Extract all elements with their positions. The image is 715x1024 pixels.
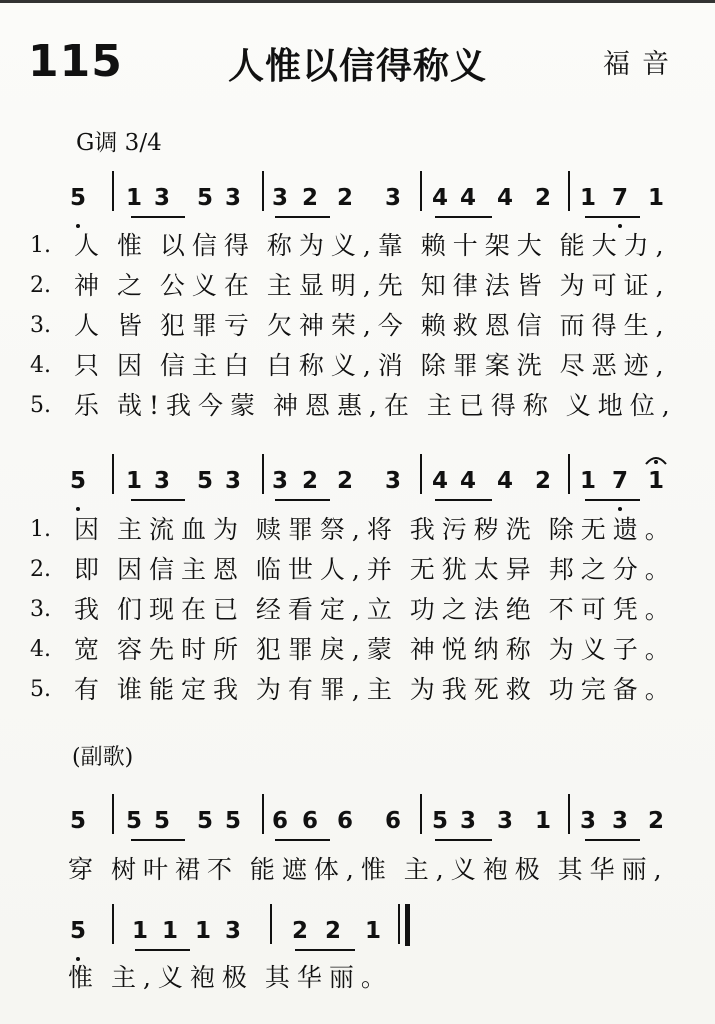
note: 1: [161, 918, 178, 944]
note: 1: [364, 918, 381, 944]
note: 6: [301, 808, 318, 834]
note: 1: [647, 185, 664, 211]
note: 2: [647, 808, 664, 834]
barline: [112, 171, 114, 211]
note: 2: [291, 918, 308, 944]
barline: [262, 454, 264, 494]
barline: [112, 454, 114, 494]
note: 2: [301, 185, 318, 211]
beam: [585, 216, 640, 218]
note: 1: [125, 185, 142, 211]
note: 3: [384, 185, 401, 211]
verse-number: 2.: [30, 273, 51, 298]
verse-number: 2.: [30, 557, 51, 582]
note: 3: [224, 918, 241, 944]
note: 3: [496, 808, 513, 834]
lyric-text: 惟 主,义袍极 其华丽。: [68, 963, 393, 992]
note: 1: [647, 468, 664, 494]
lyric-text: 宽 容先时所 犯罪戾,蒙 神悦纳称 为义子。: [74, 635, 677, 664]
note: 5: [196, 468, 213, 494]
refrain-label: (副歌): [72, 745, 134, 770]
note: 6: [336, 808, 353, 834]
verse-number: 4.: [30, 353, 51, 378]
note: 4: [496, 185, 513, 211]
beam: [585, 839, 640, 841]
note: 5: [196, 185, 213, 211]
note: 2: [336, 185, 353, 211]
note: 5: [125, 808, 142, 834]
notation-phrase2: [0, 466, 715, 510]
note: 3: [579, 808, 596, 834]
verse-number: 5.: [30, 393, 51, 418]
note: 7: [611, 185, 628, 211]
note: 5: [196, 808, 213, 834]
verse-number: 1.: [30, 517, 51, 542]
verse-number: 4.: [30, 637, 51, 662]
beam: [435, 499, 492, 501]
fermata-icon: [643, 452, 669, 466]
note: 4: [459, 468, 476, 494]
note: 3: [271, 468, 288, 494]
lyric-text: 我 们现在已 经看定,立 功之法绝 不可凭。: [74, 595, 677, 624]
beam: [295, 949, 355, 951]
hymn-title: 人惟以信得称义: [228, 46, 488, 87]
verse-number: 1.: [30, 233, 51, 258]
barline: [420, 454, 422, 494]
note: 2: [534, 185, 551, 211]
verse-number: 3.: [30, 313, 51, 338]
note: 3: [224, 185, 241, 211]
barline: [262, 171, 264, 211]
note: 6: [271, 808, 288, 834]
hymn-category: 福音: [603, 49, 681, 80]
beam: [131, 499, 185, 501]
note: 6: [384, 808, 401, 834]
notation-phrase1: [0, 183, 715, 227]
beam: [131, 839, 185, 841]
beam: [435, 839, 492, 841]
note: 1: [579, 468, 596, 494]
barline: [420, 794, 422, 834]
note: 3: [153, 185, 170, 211]
barline: [420, 171, 422, 211]
barline: [270, 904, 272, 944]
lyric-text: 有 谁能定我 为有罪,主 为我死救 功完备。: [74, 675, 677, 704]
notation-refrain2: [0, 916, 715, 960]
note: 1: [579, 185, 596, 211]
beam: [585, 499, 640, 501]
note: 5: [69, 918, 86, 944]
note: 2: [336, 468, 353, 494]
lyric-text: 因 主流血为 赎罪祭,将 我污秽洗 除无遗。: [74, 515, 677, 544]
note: 2: [534, 468, 551, 494]
note: 3: [271, 185, 288, 211]
barline: [568, 171, 570, 211]
note: 2: [301, 468, 318, 494]
lyric-text: 只 因 信主白 白称义,消 除罪案洗 尽恶迹,: [74, 351, 671, 380]
note: 4: [431, 468, 448, 494]
lyric-text: 穿 树叶裙不 能遮体,惟 主,义袍极 其华丽,: [68, 855, 669, 884]
beam: [275, 839, 330, 841]
lyric-text: 人 惟 以信得 称为义,靠 赖十架大 能大力,: [74, 231, 671, 260]
verse-number: 5.: [30, 677, 51, 702]
verse-number: 3.: [30, 597, 51, 622]
note: 5: [224, 808, 241, 834]
barline: [112, 904, 114, 944]
top-rule: [0, 0, 715, 3]
lyric-text: 神 之 公义在 主显明,先 知律法皆 为可证,: [74, 271, 671, 300]
notation-refrain1: [0, 806, 715, 850]
note: 3: [153, 468, 170, 494]
note: 5: [431, 808, 448, 834]
beam: [435, 216, 492, 218]
beam: [131, 216, 185, 218]
note: 7: [611, 468, 628, 494]
note: 5: [153, 808, 170, 834]
lyric-text: 人 皆 犯罪亏 欠神荣,今 赖救恩信 而得生,: [74, 311, 671, 340]
note: 3: [224, 468, 241, 494]
beam: [275, 499, 330, 501]
note: 3: [384, 468, 401, 494]
note: 1: [125, 468, 142, 494]
note: 1: [194, 918, 211, 944]
note: 2: [324, 918, 341, 944]
note: 3: [459, 808, 476, 834]
octave-dot-low: [618, 507, 622, 511]
lyric-text: 即 因信主恩 临世人,并 无犹太异 邦之分。: [74, 555, 677, 584]
barline: [112, 794, 114, 834]
note: 1: [534, 808, 551, 834]
note: 4: [431, 185, 448, 211]
lyric-text: 乐 哉!我今蒙 神恩惠,在 主已得称 义地位,: [74, 391, 677, 420]
note: 5: [69, 468, 86, 494]
note: 5: [69, 185, 86, 211]
barline: [398, 904, 400, 944]
note: 3: [611, 808, 628, 834]
barline: [568, 454, 570, 494]
note: 4: [496, 468, 513, 494]
beam: [275, 216, 330, 218]
note: 4: [459, 185, 476, 211]
final-barline: [405, 904, 410, 946]
octave-dot-low: [76, 507, 80, 511]
barline: [568, 794, 570, 834]
barline: [262, 794, 264, 834]
note: 5: [69, 808, 86, 834]
note: 1: [131, 918, 148, 944]
beam: [135, 949, 190, 951]
hymn-number: 115: [28, 36, 123, 87]
key-signature: G调 3/4: [76, 130, 162, 156]
